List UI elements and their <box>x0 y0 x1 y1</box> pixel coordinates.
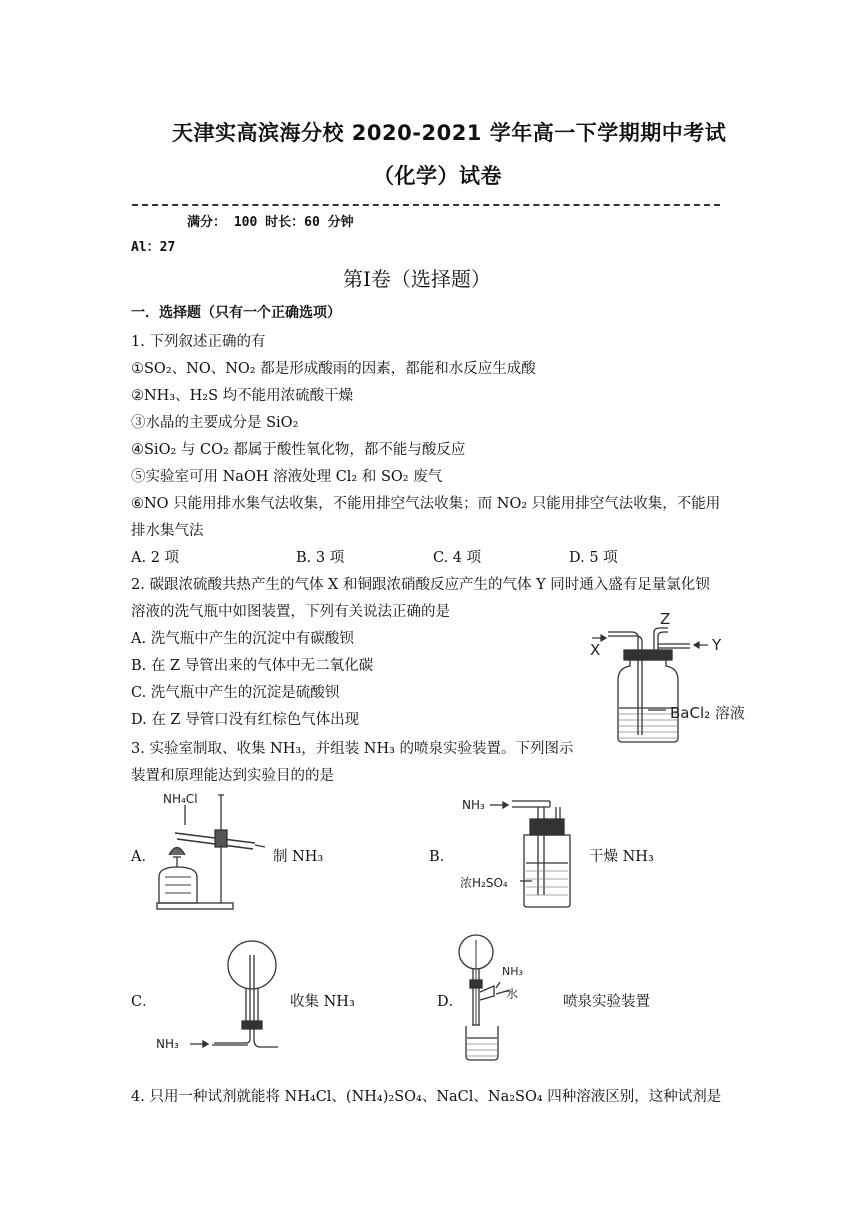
q3-option-d-caption: 喷泉实验装置 <box>563 994 650 1010</box>
q1-statement-5: ⑤实验室可用 NaOH 溶液处理 Cl₂ 和 SO₂ 废气 <box>131 469 443 485</box>
q1-option-c: C. 4 项 <box>433 550 482 566</box>
exam-subtitle: （化学）试卷 <box>373 164 502 188</box>
atomic-mass: Al：27 <box>131 240 176 255</box>
q1-stem: 1. 下列叙述正确的有 <box>131 334 266 350</box>
exam-title: 天津实高滨海分校 2020-2021 学年高一下学期期中考试 <box>172 121 727 145</box>
q1-option-b: B. 3 项 <box>296 550 345 566</box>
fountain-apparatus-figure <box>450 930 540 1065</box>
q3-option-b-label: B． <box>429 849 455 865</box>
q2-option-d: D. 在 Z 导管口没有红棕色气体出现 <box>131 712 360 728</box>
fountain-gas-label: NH₃ <box>502 965 523 978</box>
drying-bottle-figure <box>460 795 585 915</box>
wash-bottle-x-label: X <box>590 641 601 659</box>
q1-statement-6a: ⑥NO 只能用排水集气法收集，不能用排空气法收集；而 NO₂ 只能用排空气法收集，不能用 <box>131 496 721 512</box>
wash-bottle-figure <box>588 610 768 745</box>
header-divider <box>132 204 720 206</box>
q2-option-c: C. 洗气瓶中产生的沉淀是硫酸钡 <box>131 685 340 701</box>
q1-statement-6b: 排水集气法 <box>131 523 204 539</box>
section-instruction: 一．选择题（只有一个正确选项） <box>131 305 341 321</box>
wash-bottle-y-label: Y <box>712 636 722 654</box>
q2-stem-2: 溶液的洗气瓶中如图装置，下列有关说法正确的是 <box>131 604 450 620</box>
drying-gas-label: NH₃ <box>462 798 485 812</box>
q1-statement-4: ④SiO₂ 与 CO₂ 都属于酸性氧化物，都不能与酸反应 <box>131 442 466 458</box>
q3-option-a-caption: 制 NH₃ <box>273 849 324 865</box>
q1-statement-1: ①SO₂、NO、NO₂ 都是形成酸雨的因素，都能和水反应生成酸 <box>131 361 536 377</box>
heating-reagent-label: NH₄Cl <box>163 792 198 806</box>
collection-flask-figure <box>150 935 285 1055</box>
q3-option-b-caption: 干燥 NH₃ <box>589 849 654 865</box>
wash-bottle-z-label: Z <box>660 610 671 628</box>
fountain-water-label: 水 <box>506 987 519 1001</box>
wash-bottle-solution-label: BaCl₂ 溶液 <box>670 704 745 722</box>
q3-stem-1: 3. 实验室制取、收集 NH₃，并组装 NH₃ 的喷泉实验装置。下列图示 <box>131 741 574 757</box>
q2-option-b: B. 在 Z 导管出来的气体中无二氧化碳 <box>131 658 374 674</box>
q3-stem-2: 装置和原理能达到实验目的的是 <box>131 768 334 784</box>
q1-statement-2: ②NH₃、H₂S 均不能用浓硫酸干燥 <box>131 388 354 404</box>
drying-acid-label: 浓H₂SO₄ <box>460 876 508 890</box>
q3-option-a-label: A． <box>131 849 156 865</box>
exam-meta: 满分： 100 时长：60 分钟 <box>187 215 354 230</box>
heating-apparatus-figure <box>155 785 275 915</box>
q2-option-a: A. 洗气瓶中产生的沉淀中有碳酸钡 <box>131 631 354 647</box>
q2-stem-1: 2. 碳跟浓硫酸共热产生的气体 X 和铜跟浓硝酸反应产生的气体 Y 同时通入盛有足量氯化钡 <box>131 577 710 593</box>
q1-option-a: A. 2 项 <box>131 550 180 566</box>
q1-statement-3: ③水晶的主要成分是 SiO₂ <box>131 415 299 431</box>
q3-option-d-label: D． <box>437 994 464 1010</box>
q4-stem: 4. 只用一种试剂就能将 NH₄Cl、(NH₄)₂SO₄、NaCl、Na₂SO₄ 四种溶液区别，这种试剂是 <box>131 1089 722 1105</box>
q3-option-c-label: C． <box>131 994 157 1010</box>
q3-option-c-caption: 收集 NH₃ <box>290 994 355 1010</box>
collection-gas-label: NH₃ <box>156 1037 179 1051</box>
section-title: 第Ⅰ卷（选择题） <box>343 267 491 291</box>
q1-option-d: D. 5 项 <box>569 550 618 566</box>
